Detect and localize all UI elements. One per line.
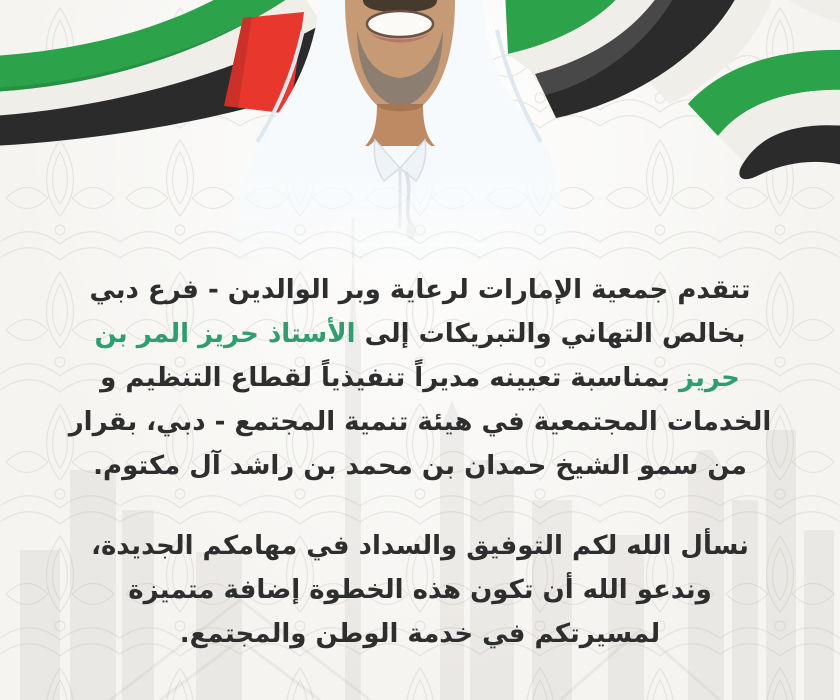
honoree-portrait [225, 0, 575, 270]
kandura-tassel-tip [407, 222, 416, 240]
flag-white-top-right-corner [775, 0, 840, 26]
congratulation-paragraph [68, 268, 772, 488]
blessing-paragraph: نسأل الله لكم التوفيق والسداد في مهامكم الجديدة، وندعو الله أن تكون هذه الخطوة إضافة متميزة لمسيرتكم في خدمة الوطن والمجتمع. [91, 531, 749, 649]
honoree-name-highlight: الأستاذ حريز المر بن حريز [94, 319, 740, 393]
congrats-text-after-name: بمناسبة تعيينه مديراً تنفيذياً لقطاع التنظيم و الخدمات المجتمعية في هيئة تنمية المجتمع - دبي، بقرار من سمو الشيخ حمدان بن محمد بن راشد آل مكتوم. [68, 363, 772, 481]
congrats-text-before-name: تتقدم جمعية الإمارات لرعاية وبر الوالدين - فرع دبي بخالص التهاني والتبريكات إلى [89, 275, 751, 349]
message-block [68, 268, 772, 656]
smile-teeth [367, 11, 433, 37]
